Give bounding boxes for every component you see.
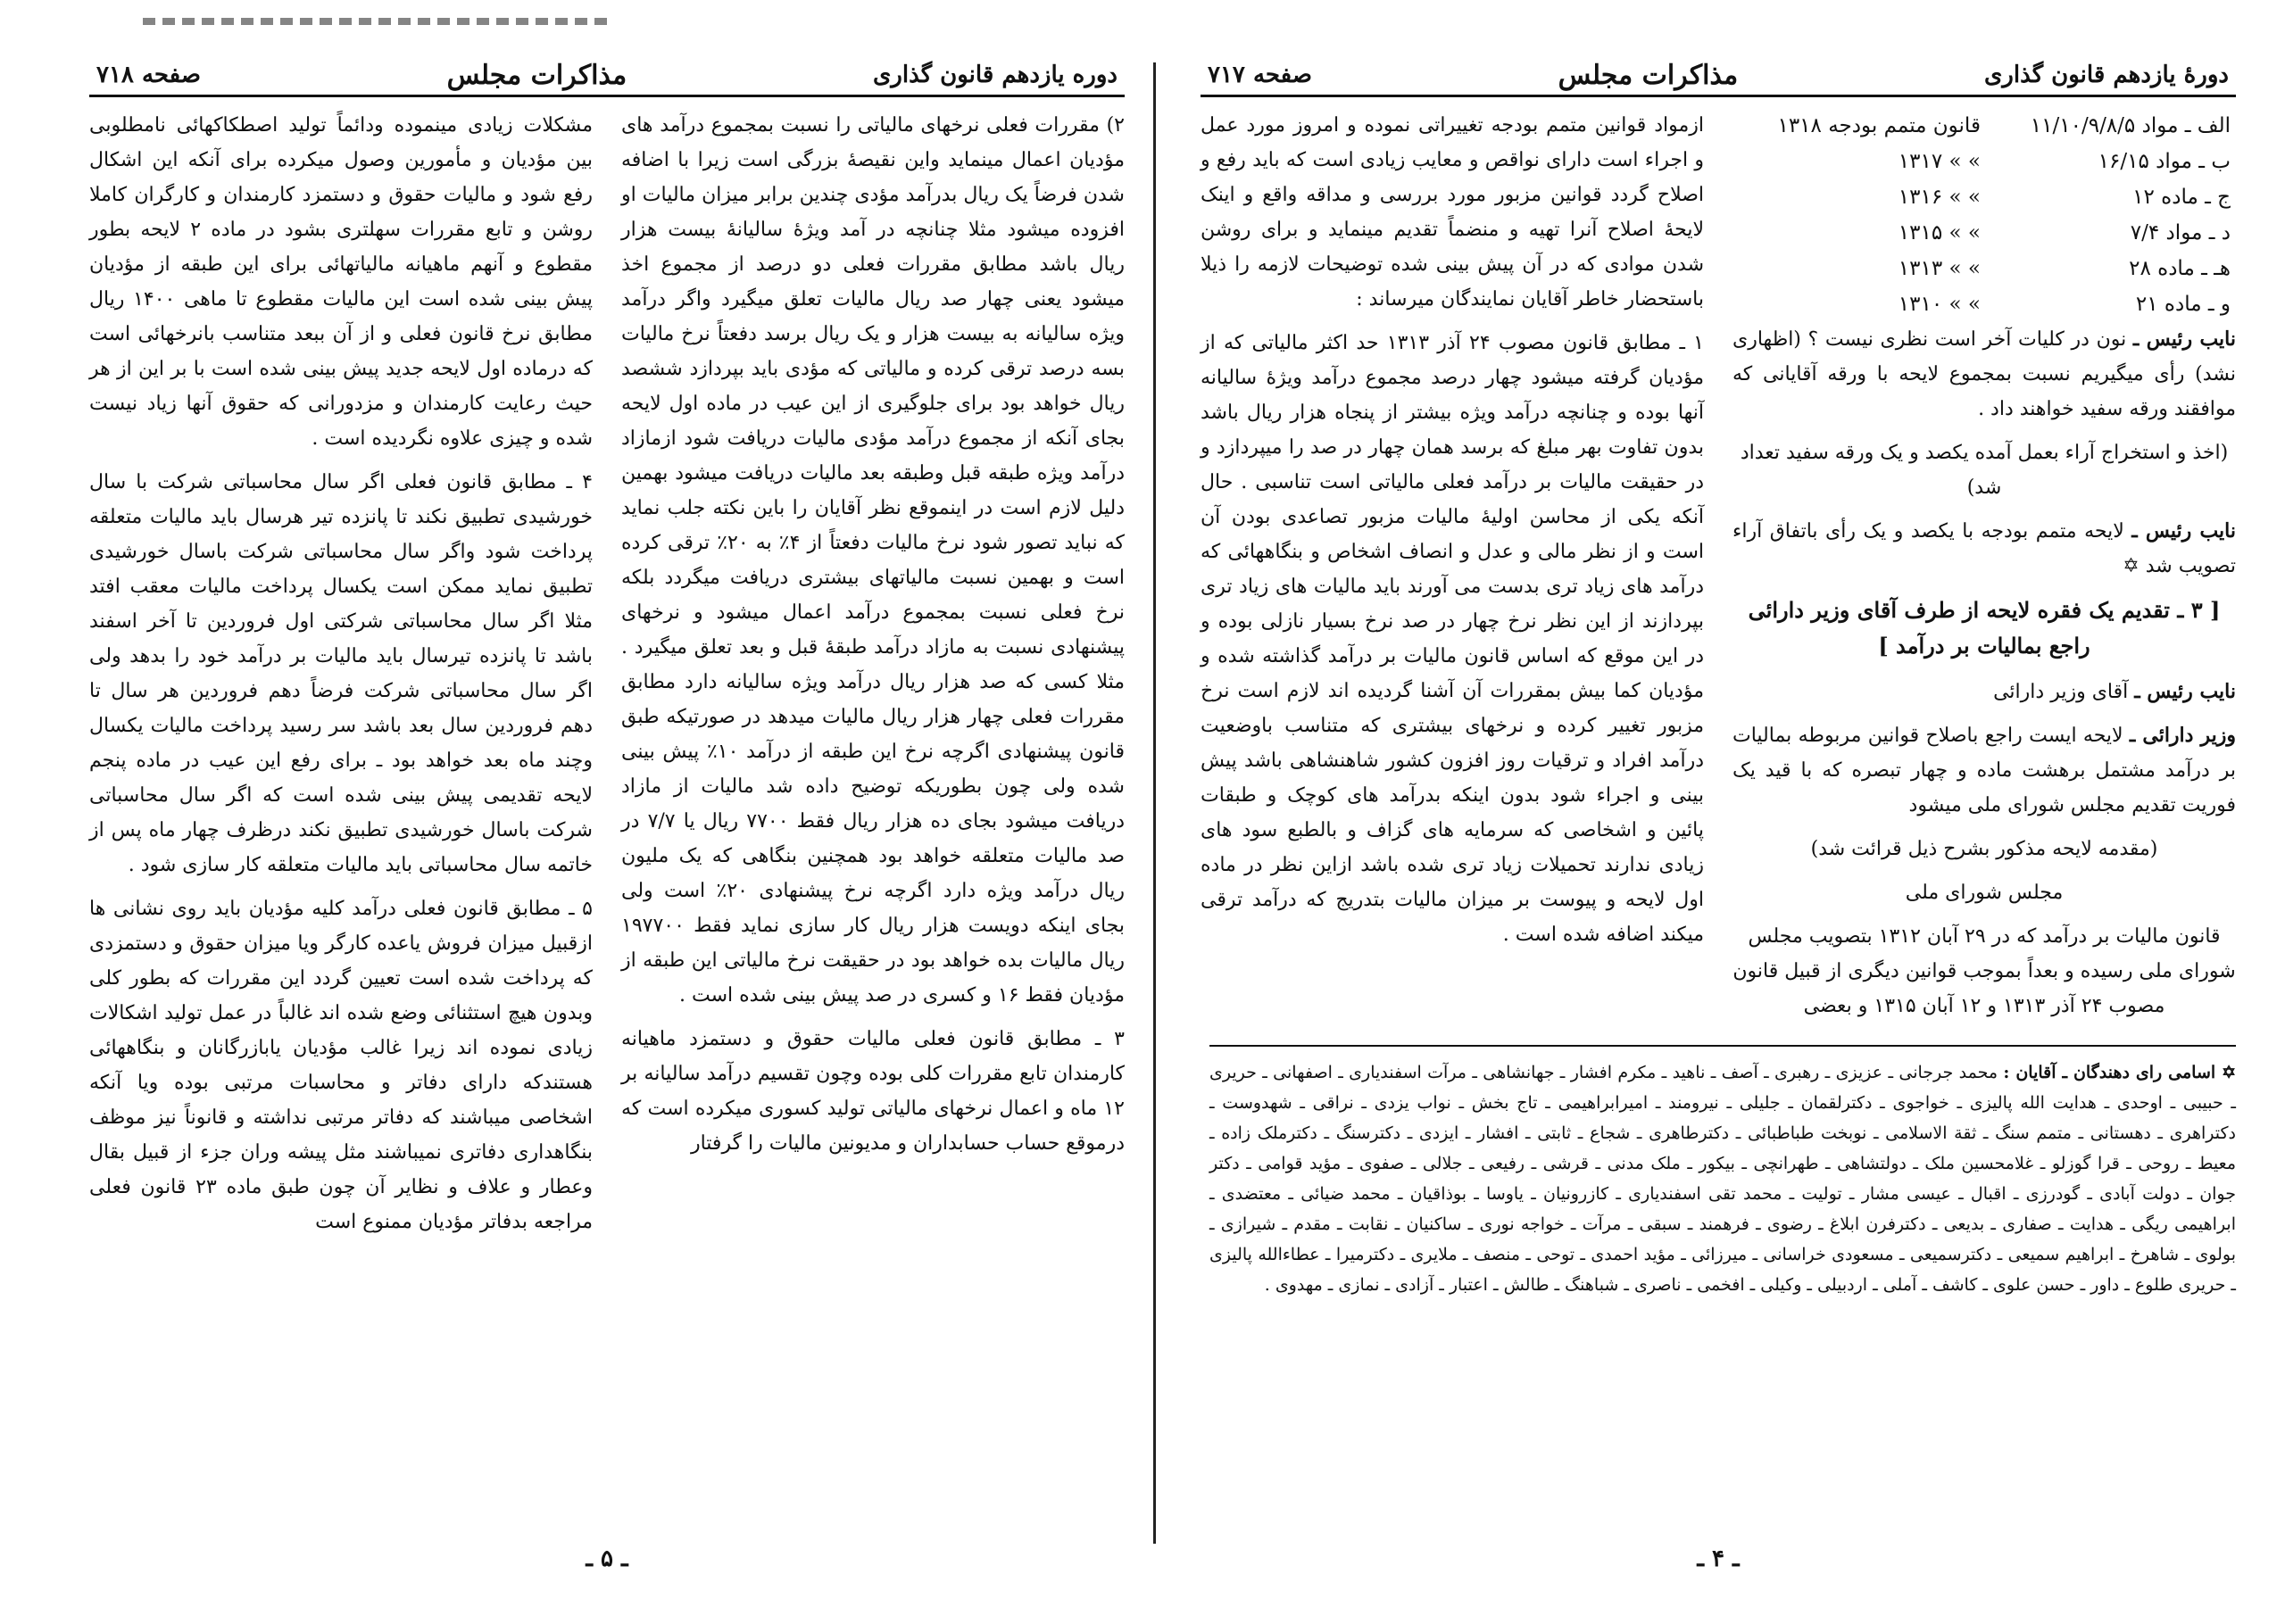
voter-names-footnote [1209,1057,2236,1300]
header-title: مذاکرات مجلس [446,59,627,91]
scan-artifact [143,18,607,25]
law-list-row [1732,179,2236,215]
votes-list: محمد جرجانی ـ عزیزی ـ رهبری ـ آصف ـ ناهید ـ مکرم افشار ـ جهانشاهی ـ مرآت اسفندیاری ـ اصفهانی ـ حریری ـ حبیبی ـ اوحدی ـ هدایت الله پالیزی ـ خواجوی ـ دکترلقمان ـ جلیلی ـ نیرومند ـ امیرابراهیمی ـ تاج بخش ـ نواب یزدی ـ نراقی ـ شهدوست ـ دکتراهری ـ دهستانی ـ متمم سنگ ـ ثقة الاسلامی ـ نوبخت طباطبائی ـ دکترطاهری ـ شجاع ـ ثابتی ـ افشار ـ ایزدی ـ دکترسنگ ـ دکترملک زاده ـ معیط ـ روحی ـ قرا گوزلو ـ غلامحسین ملک ـ دولتشاهی ـ طهرانچی ـ بیکور ـ ملک مدنی ـ قرشی ـ رفیعی ـ جلالی ـ صفوی ـ مؤید قوامی ـ دکتر جوان ـ دولت آبادی ـ گودرزی ـ اقبال ـ عیسی مشار ـ تولیت ـ محمد تقی اسفندیاری ـ کازرونیان ـ یاوسا ـ بوذاقیان ـ محمد ضیائی ـ معتضدی ـ ابراهیمی ریگی ـ هدایت ـ صفاری ـ بدیعی ـ دکترفرن ابلاغ ـ رضوی ـ فرهمند ـ سبقی ـ مرآت ـ خواجه نوری ـ ساکنیان ـ نقابت ـ مقدم ـ شیرازی ـ بولوی ـ شاهرخ ـ ابراهیم سمیعی ـ دکترسمیعی ـ مسعودی خراسانی ـ میرزائی ـ مؤید احمدی ـ توحی ـ منصف ـ ملایری ـ دکترمیرا ـ عطاءالله پالیزی ـ حریری طلوع ـ داور ـ حسن علوی ـ کاشف ـ آملی ـ اردبیلی ـ وکیلی ـ افخمی ـ ناصری ـ شباهنگ ـ طالش ـ اعتبار ـ آزادی ـ نمازی ـ مهدوی . [1209,1063,2236,1295]
law-item-reference: قانون متمم بودجه ۱۳۱۸ [1777,113,1981,137]
header-series: دوره یازدهم قانون گذاری [872,62,1118,88]
speaker-name: نایب رئیس ـ [2132,327,2237,351]
law-list-table [1732,108,2236,322]
law-item-label: د ـ مواد ۷/۴ [2130,220,2231,244]
paragraph [1732,718,2236,823]
paragraph-text: (مقدمه لایحه مذکور بشرح ذیل قرائت شد) [1810,838,2158,860]
column-right [621,108,1125,1248]
page-footer-number: ـ ۴ ـ [1697,1545,1740,1572]
speaker-name: وزیر دارائی ـ [2129,724,2236,747]
law-list-row [1732,251,2236,286]
page-spine-divider [1153,62,1156,1544]
page-718 [89,55,1125,1572]
law-item-reference: » » ۱۳۱۶ [1898,185,1981,209]
paragraph [1732,832,2236,866]
paragraph [1732,514,2236,584]
header-page-number: صفحه ۷۱۷ [1208,62,1312,88]
page-header [1201,55,2236,97]
text-columns [89,108,1125,1248]
law-list-row [1732,286,2236,322]
header-page-number: صفحه ۷۱۸ [96,62,201,88]
paragraph: ازمواد قوانین متمم بودجه تغییراتی نموده و امروز مورد عمل و اجراء است دارای نواقص و معایب زیادی است که باید رفع و اصلاح گردد قوانین مزبور مورد بررسی و مداقه واقع و اینک لایحهٔ اصلاح آنرا تهیه و منضماً تقدیم مینماید و برای روشن شدن موادی که در آن پیش بینی شده توضیحات لازمه را ذیلا باستحضار خاطر آقایان نمایندگان میرساند : [1201,114,1704,311]
text-columns [1201,108,2236,1032]
paragraph: ۵ ـ مطابق قانون فعلی درآمد کلیه مؤدیان باید روی نشانی ها ازقبیل میزان فروش یاعده کارگر ویا میزان حقوق و دستمزدی که پرداخت شده است تعیین گردد این مقررات که بطور کلی وبدون هیچ استثنائی وضع شده اند غالباً در عمل تولید اشکالات زیادی نموده اند زیرا غالب مؤدیان یابازرگانان و بنگاههائی هستندکه دارای دفاتر و محاسبات مرتبی بوده ویا آنکه اشخاصی میباشند که دفاتر مرتبی نداشته و قانوناً نیز موظف بنگاهداری دفاتری نمیباشند مثل پیشه وران جزء از قبیل بقال وعطار و علاف و نظایر آن چون طبق ماده ۲۳ قانون فعلی مراجعه بدفاتر مؤدیان ممنوع است [89,898,593,1233]
paragraph: ۲) مقررات فعلی نرخهای مالیاتی را نسبت بمجموع درآمد های مؤدیان اعمال مینماید واین نقیصهٔ بزرگی است زیرا با اضافه شدن فرضاً یک ریال بدرآمد مؤدی چندین برابر میزان مالیات او افزوده میشود مثلا چنانچه در آمد ویژهٔ سالیانهٔ بیست هزار ریال باشد مطابق مقررات فعلی دو درصد از مجموع اخذ میشود یعنی چهار صد ریال مالیات تعلق میگیرد واگر درآمد ویژه سالیانه به بیست هزار و یک ریال برسد دفعتاً نرخ مالیات بسه درصد ترقی کرده و مالیاتی که مؤدی باید بپردازد ششصد ریال خواهد بود برای جلوگیری از این عیب در ماده اول لایحه بجای آنکه از مجموع درآمد مؤدی مالیات دریافت شود ازمازاد درآمد ویژه طبقه قبل وطبقه بعد مالیات دریافت میشود بهمین دلیل لازم است در اینموقع نظر آقایان را باین نکته جلب نماید که نباید تصور شود نرخ مالیات دفعتاً از ۴٪ به ۲۰٪ ترقی کرده است و بهمین نسبت مالیاتهای بیشتری دریافت میگردد بلکه نرخ فعلی نسبت بمجموع درآمد اعمال میشود و نرخهای پیشنهادی نسبت به مازاد درآمد طبقهٔ قبل و بعد تعلق میگیرد . مثلا کسی که صد هزار ریال درآمد ویژه سالیانه دارد مطابق مقررات فعلی چهار هزار ریال مالیات میدهد در صورتیکه طبق قانون پیشنهادی اگرچه نرخ این طبقه از درآمد ۱۰٪ پیش بینی شده ولی چون بطوریکه توضیح داده شد مالیات از مازاد دریافت میشود بجای ده هزار ریال فقط ۷۷۰۰ ریال یا ۷/۷ در صد مالیات متعلقه خواهد بود همچنین بنگاهی که یک ملیون ریال درآمد ویژه دارد اگرچه نرخ پیشنهادی ۲۰٪ است ولی بجای اینکه دویست هزار ریال کار سازی نماید فقط ۱۹۷۷۰۰ ریال مالیات بده خواهد بود در حقیقت نرخ مالیاتی این طبقه از مؤدیان فقط ۱۶ و کسری در صد پیش بینی شده است . [621,114,1126,1007]
column-right [1732,108,2236,1032]
law-item-reference: » » ۱۳۱۵ [1898,220,1981,244]
law-item-label: و ـ ماده ۲۱ [2135,292,2231,316]
votes-divider [1209,1045,2236,1047]
column-left [1201,108,1704,1032]
paragraph [1732,675,2236,709]
header-series: دورهٔ یازدهم قانون گذاری [1983,62,2229,88]
paragraph [1732,435,2236,505]
paragraph-text: لایحه متمم بودجه با یکصد و یک رأی باتفاق آراء تصویب شد ✡ [1732,520,2236,577]
paragraph: مشکلات زیادی مینموده ودائماً تولید اصطکاکهائی نامطلوبی بین مؤدیان و مأمورین وصول میکرده برای آنکه این اشکال رفع شود و مالیات حقوق و دستمزد کارمندان و کارگران کاملا روشن و تابع مقررات سهلتری بشود در ماده ۲ لایحه بطور مقطوع و آنهم ماهیانه مالیاتهائی برای این طبقه از مؤدیان پیش بینی شده است این مالیات مقطوع تا ماهی ۱۴۰۰ ریال مطابق نرخ قانون فعلی و از آن ببعد متناسب بانرخهائی است که درماده اول لایحه جدید پیش بینی شده است با بر این از هر حیث رعایت کارمندان و مزدورانی که حقوق آنها زیاد نیست شده و چیزی علاوه نگردیده است . [89,114,594,450]
page-footer-number: ـ ۵ ـ [586,1545,628,1572]
paragraph: ۱ ـ مطابق قانون مصوب ۲۴ آذر ۱۳۱۳ حد اکثر مالیاتی که از مؤدیان گرفته میشود چهار درصد مجموع درآمد ویژهٔ سالیانه آنها بوده و چنانچه درآمد ویژه بیشتر از پنجاه هزار ریال باشد بدون تفاوت بهر مبلغ که برسد همان چهار در صد را میپردازد و در حقیقت مالیات بر درآمد فعلی مالیاتی است تناسبی . حال آنکه یکی از محاسن اولیهٔ مالیات مزبور تصاعدی بودن آن است و از نظر مالی و عدل و انصاف اشخاص و بنگاههائی که درآمد های زیاد تری بدست می آورند باید مالیات های زیاد تری بپردازند از این نظر نرخ چهار در صد نرخ بسیار نازلی بوده و در این موقع که اساس قانون مالیات بر درآمد گذاشته شده و مؤدیان کما بیش بمقررات آن آشنا گردیده اند لازم است نرخ مزبور تغییر کرده و نرخهای بیشتری که متناسب باوضعیت درآمد افراد و ترقیات روز افزون کشور شاهنشاهی باشد پیش بینی و اجراء شود بدون اینکه بدرآمد های کوچک و طبقات پائین و اشخاصی که سرمایه های گزاف و بالطبع سود های زیادی ندارند تحمیلات زیاد تری شده باشد ازاین نظر در ماده اول لایحه و پیوست بر میزان مالیات بتدریج که درآمد ترقی میکند اضافه شده است . [1201,332,1704,946]
paragraph-text: نون در کلیات آخر است نظری نیست ؟ (اظهاری نشد) رأی میگیریم نسبت بمجموع لایحه با ورقه آقایانی که موافقند ورقه سفید خواهند داد . [1732,328,2236,420]
paragraph [1732,322,2236,427]
law-list-row [1732,215,2236,251]
page-header [89,55,1125,97]
paragraph-text: قانون مالیات بر درآمد که در ۲۹ آبان ۱۳۱۲ بتصویب مجلس شورای ملی رسیده و بعداً بموجب قوانین دیگری از قبیل قانون مصوب ۲۴ آذر ۱۳۱۳ و ۱۲ آبان ۱۳۱۵ و بعضی [1732,925,2236,1017]
law-item-label: ج ـ ماده ۱۲ [2132,185,2231,209]
paragraph: ۴ ـ مطابق قانون فعلی اگر سال محاسباتی شرکت با سال خورشیدی تطبیق نکند تا پانزده تیر هرسال باید مالیات متعلقه پرداخت شود واگر سال محاسباتی شرکت باسال خورشیدی تطبیق نماید ممکن است یکسال پرداخت مالیات معقب افتد مثلا اگر سال محاسباتی شرکتی اول فروردین تا آخر اسفند باشد تا پانزده تیرسال باید مالیات بر درآمد خود را بدهد ولی اگر سال محاسباتی شرکت فرضاً دهم فروردین هر سال تا دهم فروردین سال بعد باشد سر رسید پرداخت مالیات یکسال وچند ماه بعد خواهد بود ـ برای رفع این عیب در ماده پنجم لایحه تقدیمی پیش بینی شده است که اگر سال محاسباتی شرکت باسال خورشیدی تطبیق نکند درظرف چهار ماه پس از خاتمه سال محاسباتی باید مالیات متعلقه کار سازی شود . [89,471,593,876]
paragraph-text: (اخذ و استخراج آراء بعمل آمده یکصد و یک ورقه سفید تعداد شد) [1740,442,2229,499]
paragraph [1732,875,2236,910]
speaker-name: نایب رئیس ـ [2134,680,2236,703]
law-list-row [1732,144,2236,179]
law-item-label: هـ ـ ماده ۲۸ [2129,256,2231,280]
law-item-label: الف ـ مواد ۱۱/۱۰/۹/۸/۵ [2030,113,2231,137]
paragraph-text: لایحه ایست راجع باصلاح قوانین مربوطه بمالیات بر درآمد مشتمل برهشت ماده و چهار تبصره که با قید یک فوریت تقدیم مجلس شورای ملی میشود [1732,725,2236,816]
law-item-reference: » » ۱۳۱۷ [1898,149,1981,173]
paragraph-text: آقای وزیر دارائی [1993,681,2129,703]
page-717 [1201,55,2236,1572]
section-heading: [ ۳ ـ تقدیم یک فقره لایحه از طرف آقای وزیر دارائی راجع بمالیات بر درآمد ] [1748,597,2221,659]
header-title: مذاکرات مجلس [1558,59,1739,91]
speaker-name: نایب رئیس ـ [2131,519,2237,543]
votes-intro: ✡ اسامی رای دهندگان ـ آقایان : [2003,1063,2237,1082]
law-item-reference: » » ۱۳۱۰ [1898,292,1981,316]
law-item-reference: » » ۱۳۱۳ [1898,256,1981,280]
paragraph: ۳ ـ مطابق قانون فعلی مالیات حقوق و دستمزد ماهیانه کارمندان تابع مقررات کلی بوده وچون تقسیم درآمد سالیانه بر ۱۲ ماه و اعمال نرخهای مالیاتی تولید کسوری میکرده است که درموقع حساب حسابداران و مدیونین مالیات را گرفتار [621,1028,1125,1155]
column-left [89,108,593,1248]
paragraph [1732,919,2236,1023]
law-list-row [1732,108,2236,144]
paragraph-text: مجلس شورای ملی [1905,882,2064,904]
law-item-label: ب ـ مواد ۱۶/۱۵ [2098,149,2231,173]
